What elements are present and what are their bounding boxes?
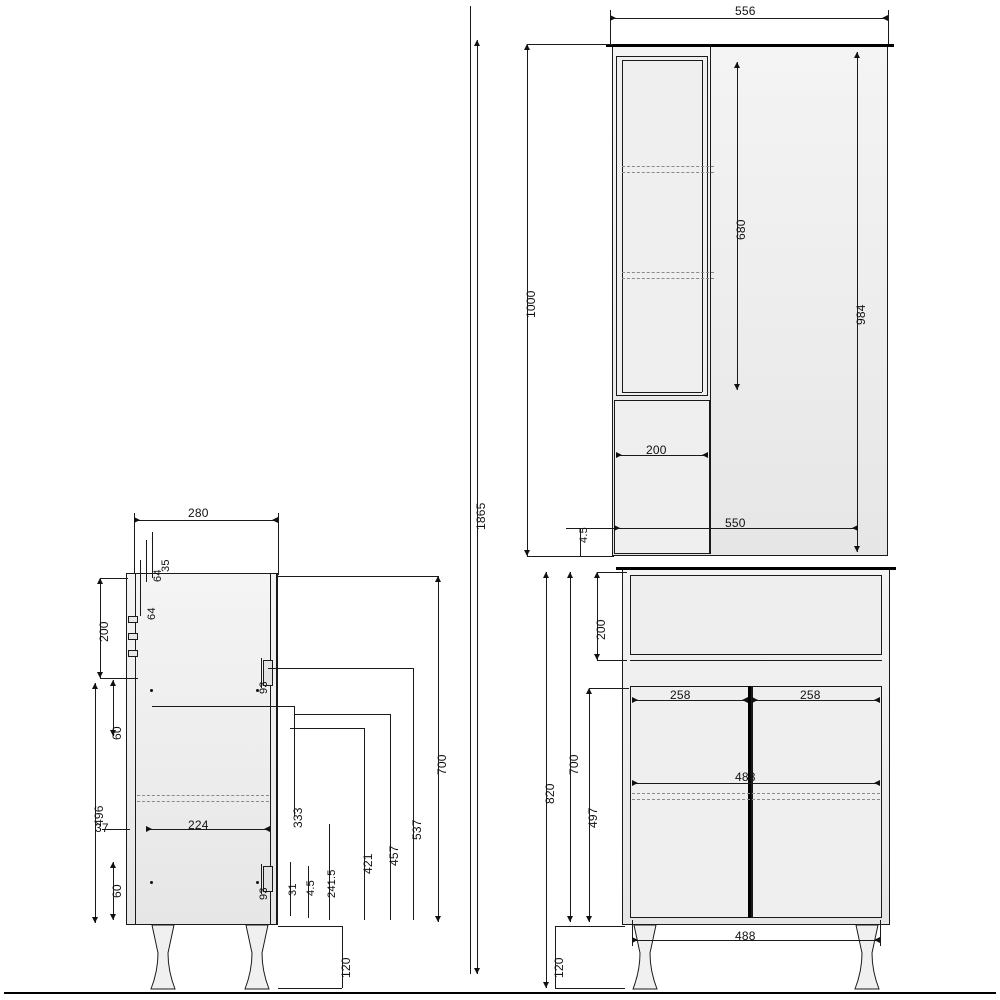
dim-45-side: 4.5	[305, 880, 317, 896]
dim-64b: 64	[146, 607, 158, 620]
dim-120-side-ext-top	[278, 926, 342, 927]
tall-cabinet-upper-door	[616, 56, 708, 396]
dim-680-arrow-top	[734, 62, 740, 68]
dim-820-line	[546, 572, 547, 988]
dim-488b-arrow-right	[874, 937, 880, 943]
tall-cabinet-shelf-1b	[622, 172, 714, 173]
dim-333-line	[294, 706, 295, 816]
dim-280-line	[134, 520, 278, 521]
dim-984-line	[857, 52, 858, 552]
dim-93a: 93	[258, 681, 270, 694]
dim-457-line	[390, 714, 391, 920]
side-cabinet-body	[126, 573, 278, 925]
dim-37: 37	[95, 821, 109, 835]
dim-488b-line	[632, 940, 880, 941]
dim-200-side-ext-top	[100, 578, 128, 579]
dim-64a-line	[146, 540, 147, 582]
drill-dot-4	[256, 881, 259, 884]
dim-1865: 1865	[474, 502, 488, 530]
dim-820-arrow-top	[543, 572, 549, 578]
vanity-drawer	[630, 575, 882, 655]
dim-333: 333	[291, 807, 305, 828]
dim-984: 984	[854, 304, 868, 325]
dim-224-arrow-left	[146, 826, 152, 832]
side-cabinet-outer-right	[276, 573, 277, 925]
dim-700-vanity: 700	[567, 754, 581, 775]
tall-cabinet-top-cap	[606, 44, 894, 47]
dim-497-arrow-bottom	[586, 916, 592, 922]
dim-120-vanity-ext-bottom	[555, 988, 625, 989]
dim-820: 820	[543, 783, 557, 804]
side-cabinet-shelf-b	[137, 801, 269, 802]
dim-60b-arrow-top	[110, 862, 116, 868]
dim-258a-arrow-left	[632, 697, 638, 703]
dim-556-line	[610, 18, 888, 19]
dim-1000: 1000	[524, 290, 538, 318]
tall-cabinet-door-inner-top	[622, 60, 702, 61]
dim-550-arrow-right	[852, 525, 858, 531]
vanity-drawer-divider-a	[630, 660, 882, 661]
tall-cabinet-shelf-2b	[622, 278, 714, 279]
vanity-shelf-b	[632, 799, 880, 800]
drill-dot-2	[150, 881, 153, 884]
dim-700-side-arrow-bottom	[435, 916, 441, 922]
dim-497-line	[589, 688, 590, 922]
dim-200-vanity-line	[597, 572, 598, 660]
dim-120-side: 120	[339, 957, 353, 978]
dim-984-arrow-top	[854, 52, 860, 58]
side-cabinet-shelf-a	[137, 795, 269, 796]
dim-1865-arrow-bottom	[474, 968, 480, 974]
vanity-leg-right	[852, 925, 882, 991]
dim-496: 496	[92, 805, 106, 826]
dim-488b-ext-right	[880, 920, 881, 946]
dim-60a-arrow-top	[110, 680, 116, 686]
dim-200-vanity-ext-bottom	[597, 660, 627, 661]
dim-700-side-arrow-top	[435, 576, 441, 582]
dim-457-ext	[294, 714, 390, 715]
dim-984-arrow-bottom	[854, 546, 860, 552]
dim-200-side-ext-bottom	[100, 678, 138, 679]
dim-60b-arrow-bottom	[110, 914, 116, 920]
dim-556-arrow-left	[610, 15, 616, 21]
dim-556-ext-right	[888, 10, 889, 44]
dim-64b-line	[140, 560, 141, 616]
dim-200-tall-arrow-right	[702, 452, 708, 458]
vanity-shelf-a	[632, 793, 880, 794]
dim-497-ext-top	[589, 688, 629, 689]
dim-488b: 488	[735, 929, 756, 943]
dim-224: 224	[188, 818, 209, 832]
dim-93b: 93	[258, 887, 270, 900]
dim-421: 421	[361, 853, 375, 874]
dim-496-line	[95, 683, 96, 923]
dim-200-tall-arrow-left	[616, 452, 622, 458]
side-cabinet-inner-left	[135, 573, 136, 925]
dim-1865-arrow-top	[474, 40, 480, 46]
dim-556: 556	[735, 4, 756, 18]
dim-45-tall-ext-b	[566, 556, 614, 557]
dim-200-tall: 200	[646, 443, 667, 457]
dim-64a: 64	[152, 569, 164, 582]
dim-537-ext	[268, 668, 413, 669]
dim-496-arrow-bottom	[92, 917, 98, 923]
dim-60b: 60	[110, 884, 124, 898]
vanity-door-right	[752, 686, 882, 918]
tall-cabinet-shelf-2	[622, 272, 714, 273]
dim-680-arrow-bottom	[734, 384, 740, 390]
dim-488a: 488	[735, 770, 756, 784]
dim-700-vanity-arrow-top	[567, 572, 573, 578]
tall-cabinet-lower-section	[614, 400, 710, 554]
dim-497-arrow-top	[586, 688, 592, 694]
floor-line	[4, 992, 996, 994]
vanity-top-cap	[616, 567, 896, 570]
dim-120-vanity: 120	[552, 957, 566, 978]
drill-dot-1	[150, 689, 153, 692]
dim-550-arrow-left	[614, 525, 620, 531]
dim-700-side-line	[438, 576, 439, 922]
dim-120-side-ext-bottom	[278, 988, 342, 989]
dim-488a-arrow-right	[874, 780, 880, 786]
dim-488a-line	[632, 783, 880, 784]
dim-820-arrow-bottom	[543, 982, 549, 988]
dim-120-vanity-ext-top	[555, 926, 625, 927]
dim-280-arrow-left	[134, 517, 140, 523]
dim-45-tall: 4.5	[578, 527, 590, 543]
dim-200-vanity: 200	[594, 619, 608, 640]
dim-280-ext-right	[278, 513, 279, 575]
dim-224-arrow-right	[264, 826, 270, 832]
dim-35: 35	[160, 559, 172, 572]
dim-60a: 60	[110, 726, 124, 740]
dim-700-vanity-line	[570, 572, 571, 922]
vanity-door-left	[630, 686, 752, 918]
vanity-door-gap	[748, 686, 751, 918]
dim-200-vanity-ext-top	[597, 572, 627, 573]
dim-280-arrow-right	[272, 517, 278, 523]
dim-31: 31	[287, 883, 299, 896]
dim-1000-ext-top	[527, 44, 613, 45]
tall-cabinet-door-inner-bottom	[622, 392, 702, 393]
dim-258a: 258	[670, 688, 691, 702]
dim-258a-arrow-right	[742, 697, 748, 703]
cabinet-leg-right	[242, 925, 272, 991]
dim-550: 550	[725, 516, 746, 530]
dim-700-vanity-arrow-bottom	[567, 916, 573, 922]
dim-556-arrow-right	[882, 15, 888, 21]
bracket-1	[128, 616, 138, 623]
cabinet-leg-left	[148, 925, 178, 991]
dim-488a-arrow-left	[632, 780, 638, 786]
dim-258b: 258	[800, 688, 821, 702]
dim-457: 457	[387, 845, 401, 866]
dim-537-line	[413, 668, 414, 920]
dim-45-tall-ext-a	[566, 528, 614, 529]
dim-421-ext	[290, 728, 364, 729]
dim-421-line	[364, 728, 365, 920]
vanity-leg-left	[630, 925, 660, 991]
dim-680: 680	[734, 219, 748, 240]
dim-258b-arrow-left	[752, 697, 758, 703]
tall-cabinet-door-inner-right	[702, 60, 703, 392]
bracket-2	[128, 633, 138, 640]
tall-cabinet-divider	[710, 46, 711, 554]
dim-258b-arrow-right	[874, 697, 880, 703]
dim-488b-arrow-left	[632, 937, 638, 943]
dim-200-side: 200	[97, 621, 111, 642]
dim-2415: 241.5	[326, 869, 338, 898]
view-separator-vertical	[470, 6, 471, 974]
dim-700-side-ext	[278, 576, 438, 577]
bracket-3	[128, 650, 138, 657]
tall-cabinet-door-inner-left	[622, 60, 623, 392]
dim-497: 497	[586, 807, 600, 828]
dim-496-arrow-top	[92, 683, 98, 689]
dim-280: 280	[188, 506, 209, 520]
dim-333-ext	[152, 706, 294, 707]
dim-700-side: 700	[435, 754, 449, 775]
dim-537: 537	[410, 819, 424, 840]
tall-cabinet-shelf-1	[622, 166, 714, 167]
